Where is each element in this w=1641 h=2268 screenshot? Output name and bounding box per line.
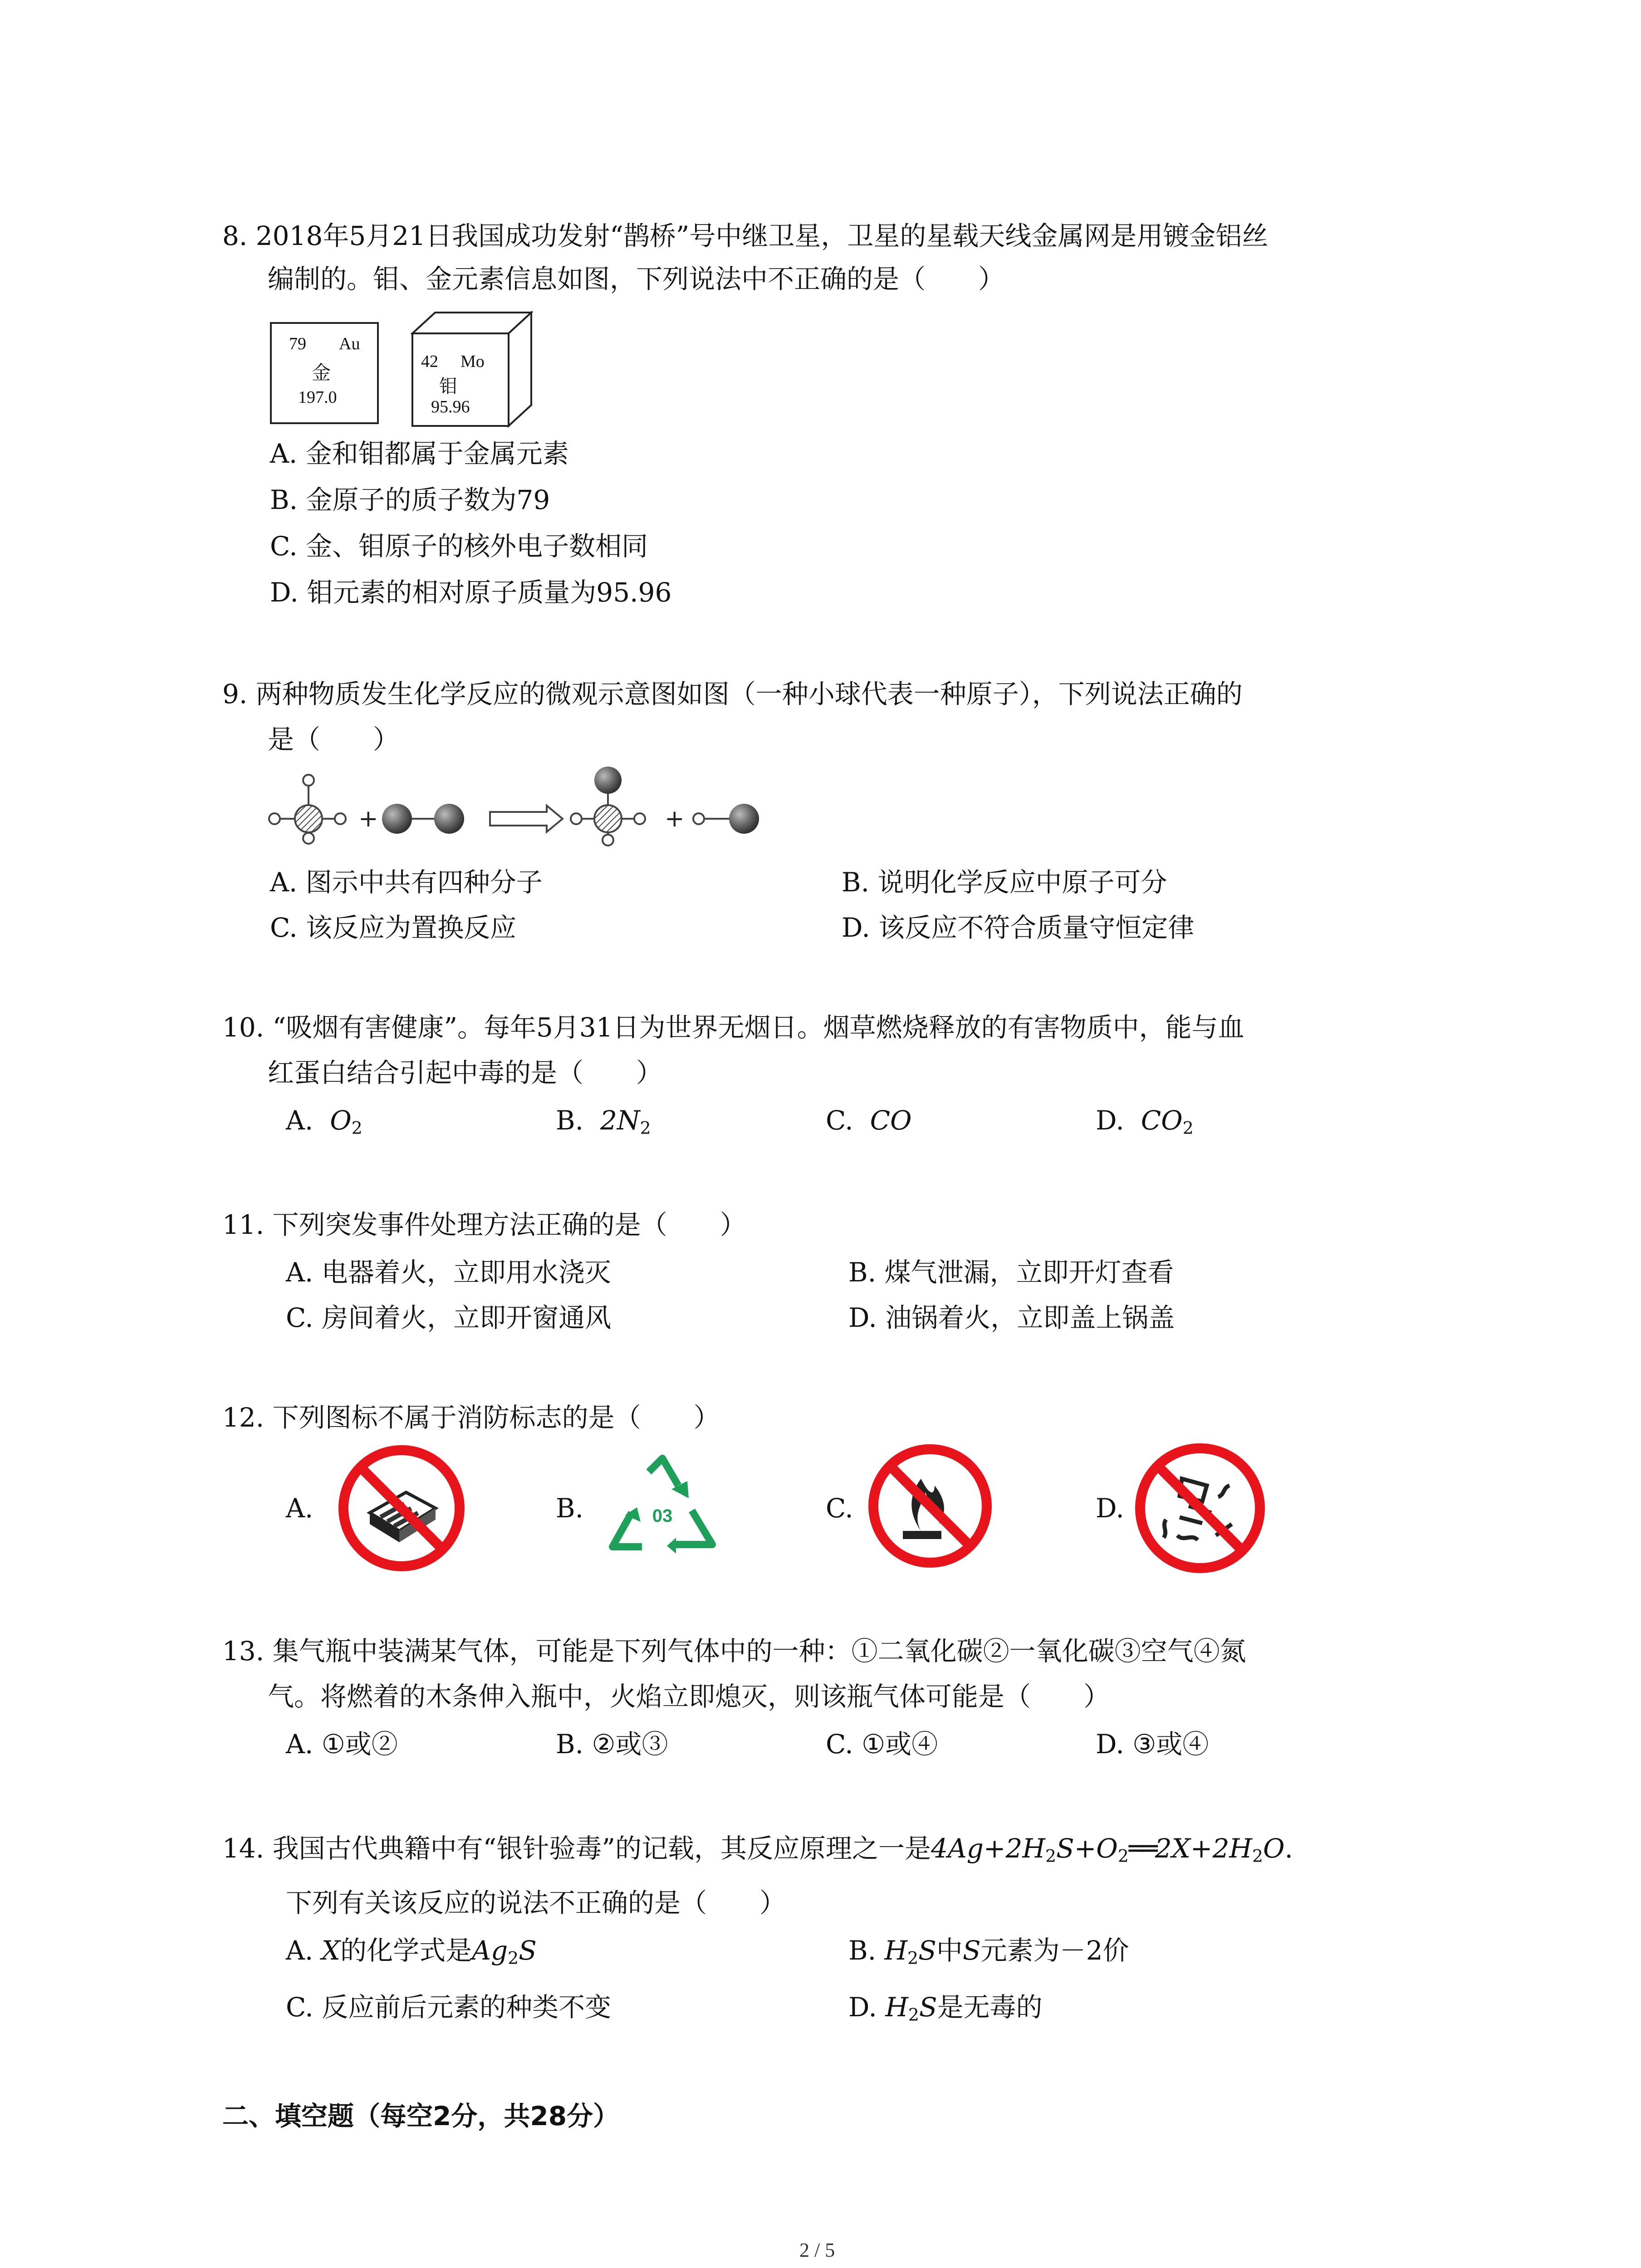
q14-equation-sub1: 2	[1045, 1846, 1056, 1866]
q14-option-b-text: 中	[936, 1935, 963, 1966]
q12-stem: 12. 下列图标不属于消防标志的是（ ）	[222, 1402, 720, 1433]
svg-text:+: +	[665, 805, 685, 832]
q8-stem-line2: 编制的。钼、金元素信息如图，下列说法中不正确的是（ ）	[268, 264, 1005, 294]
q14-option-a-sub: 2	[508, 1948, 519, 1968]
q13-option-b: B. ②或③	[556, 1729, 668, 1760]
q14-option-d-formula2: S	[919, 1992, 937, 2023]
q14-equation-arrow: ══	[1128, 1833, 1155, 1864]
q14-option-a	[286, 1932, 537, 1976]
q14-option-d-label: D.	[848, 1992, 886, 2023]
q14-equation-sub3: 2	[1252, 1846, 1263, 1866]
q14-option-b-sub: 2	[907, 1948, 919, 1968]
page-number: 2 / 5	[799, 2239, 835, 2261]
q9-option-d: D. 该反应不符合质量守恒定律	[842, 912, 1195, 943]
moly-atomic-mass: 95.96	[431, 397, 470, 416]
q14-stem-line1	[222, 1830, 1293, 1874]
q14-option-d-formula1: H	[885, 1992, 908, 2023]
q14-stem-line2: 下列有关该反应的说法不正确的是（ ）	[286, 1887, 786, 1918]
q14-equation-part2: S+O	[1056, 1833, 1118, 1864]
q13-option-d: D. ③或④	[1096, 1729, 1209, 1760]
gold-symbol: Au	[339, 334, 360, 353]
q10-option-b	[556, 1102, 651, 1146]
q14-option-a-var: X	[321, 1935, 341, 1966]
q12-label-a: A.	[286, 1493, 314, 1524]
q14-option-b-formula1: H	[884, 1935, 908, 1966]
q10-option-d	[1096, 1102, 1194, 1146]
q11-stem: 11. 下列突发事件处理方法正确的是（ ）	[222, 1209, 746, 1240]
gold-element-card	[270, 322, 379, 424]
q12-label-b: B.	[556, 1493, 584, 1524]
q11-option-d: D. 油锅着火，立即盖上锅盖	[848, 1302, 1175, 1333]
q14-option-d	[848, 1989, 1043, 2033]
q14-option-c: C. 反应前后元素的种类不变	[286, 1992, 612, 2023]
gold-name: 金	[312, 362, 331, 384]
q14-equation-part3: 2X+2H	[1155, 1833, 1252, 1864]
q10-stem-line2: 红蛋白结合引起中毒的是（ ）	[268, 1057, 663, 1088]
q10-option-a-subscript: 2	[351, 1118, 362, 1138]
q10-option-c	[826, 1102, 912, 1139]
q10-option-a-label: A.	[286, 1105, 314, 1136]
q11-option-c: C. 房间着火，立即开窗通风	[286, 1302, 612, 1333]
q8-option-b: B. 金原子的质子数为79	[270, 484, 550, 515]
q11-option-b: B. 煤气泄漏，立即开灯查看	[848, 1257, 1174, 1288]
q10-option-d-label: D.	[1096, 1105, 1124, 1136]
q10-option-d-formula: CO	[1141, 1105, 1183, 1136]
q9-option-b: B. 说明化学反应中原子可分	[842, 867, 1167, 898]
q9-stem-line2: 是（ ）	[268, 724, 400, 755]
moly-name: 钼	[439, 376, 457, 397]
moly-symbol: Mo	[460, 352, 485, 371]
reaction-micro-diagram	[265, 762, 774, 862]
q13-stem-line1: 13. 集气瓶中装满某气体，可能是下列气体中的一种：①二氧化碳②一氧化碳③空气④氮	[222, 1636, 1246, 1667]
q10-option-d-subscript: 2	[1182, 1118, 1194, 1138]
gold-atomic-number: 79	[289, 334, 306, 353]
q14-option-d-text: 是无毒的	[937, 1992, 1043, 2023]
q14-option-a-formula2: S	[519, 1935, 537, 1966]
q8-option-d: D. 钼元素的相对原子质量为95.96	[270, 577, 672, 608]
q9-stem-line1: 9. 两种物质发生化学反应的微观示意图如图（一种小球代表一种原子），下列说法正确的	[222, 679, 1243, 709]
q14-option-b-var: S	[962, 1935, 981, 1966]
q9-option-c: C. 该反应为置换反应	[270, 912, 517, 943]
q10-option-c-formula: CO	[870, 1105, 912, 1136]
q14-option-b	[848, 1932, 1129, 1976]
q13-option-c: C. ①或④	[826, 1729, 938, 1760]
q14-option-b-formula2: S	[918, 1935, 936, 1966]
q8-option-a: A. 金和钼都属于金属元素	[270, 438, 569, 469]
q14-option-a-formula1: Ag	[472, 1935, 508, 1966]
q14-equation-sub2: 2	[1117, 1846, 1129, 1866]
q11-option-a: A. 电器着火，立即用水浇灭	[286, 1257, 611, 1288]
q12-label-d: D.	[1096, 1493, 1124, 1524]
q10-option-b-subscript: 2	[640, 1118, 651, 1138]
q14-option-a-label: A.	[286, 1935, 322, 1966]
q14-option-b-text2: 元素为－2价	[980, 1935, 1129, 1966]
q10-option-b-label: B.	[556, 1105, 584, 1136]
gold-atomic-mass: 197.0	[298, 388, 337, 407]
q12-label-c: C.	[826, 1493, 853, 1524]
q14-equation-tail: .	[1284, 1833, 1293, 1864]
q8-option-c: C. 金、钼原子的核外电子数相同	[270, 531, 648, 562]
q9-option-a: A. 图示中共有四种分子	[270, 867, 543, 898]
q14-stem-prefix: 14. 我国古代典籍中有“银针验毒”的记载，其反应原理之一是	[222, 1833, 931, 1864]
q14-equation-part1: 4Ag+2H	[931, 1833, 1045, 1864]
q10-option-a	[286, 1102, 362, 1146]
no-fireworks-sign-icon	[1134, 1442, 1266, 1574]
q10-option-a-formula: O	[330, 1105, 352, 1136]
q10-stem-line1: 10. “吸烟有害健康”。每年5月31日为世界无烟日。烟草燃烧释放的有害物质中，能与血	[222, 1012, 1244, 1043]
svg-text:+: +	[358, 805, 378, 832]
moly-atomic-number: 42	[421, 352, 438, 371]
q8-stem-line1: 8. 2018年5月21日我国成功发射“鹊桥”号中继卫星，卫星的星载天线金属网是用镀金铝丝	[222, 220, 1269, 251]
q14-option-b-label: B.	[848, 1935, 885, 1966]
no-matches-sign-icon	[338, 1445, 465, 1572]
recycle-code: 03	[652, 1506, 673, 1526]
q13-stem-line2: 气。将燃着的木条伸入瓶中，火焰立即熄灭，则该瓶气体可能是（ ）	[268, 1681, 1110, 1712]
recycle-03-icon	[599, 1454, 726, 1567]
no-open-flame-sign-icon	[867, 1442, 994, 1569]
section-2-heading: 二、填空题（每空2分，共28分）	[222, 2101, 620, 2131]
q14-equation-part4: O	[1263, 1833, 1285, 1864]
q14-option-d-sub: 2	[908, 2004, 919, 2025]
q14-option-a-text: 的化学式是	[340, 1935, 472, 1966]
q10-option-b-formula: 2N	[600, 1105, 640, 1136]
q10-option-c-label: C.	[826, 1105, 853, 1136]
q13-option-a: A. ①或②	[286, 1729, 398, 1760]
